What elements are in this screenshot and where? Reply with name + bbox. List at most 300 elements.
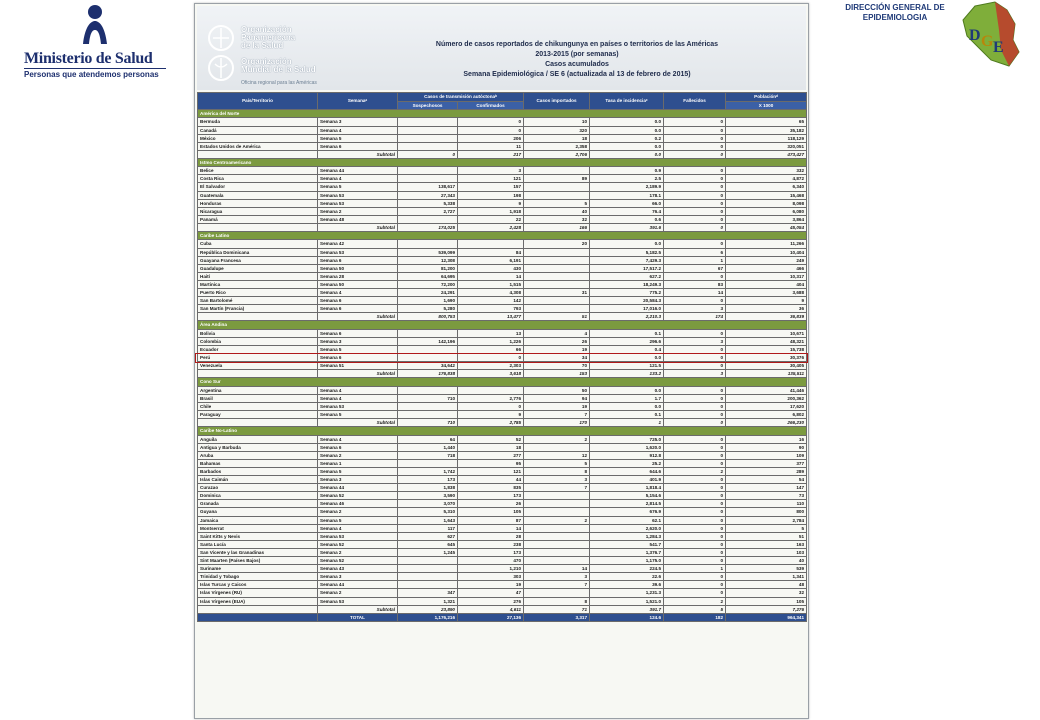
deaths-cell: 83 (664, 280, 726, 288)
imported-cell: 153 (524, 370, 590, 378)
incidence-cell: 178.1 (590, 191, 664, 199)
country-cell: San Vicente y las Granadinas (198, 548, 318, 556)
imported-cell (524, 248, 590, 256)
imported-cell: 7 (524, 581, 590, 589)
suspected-cell: 142,196 (398, 337, 458, 345)
imported-cell: 51 (524, 313, 590, 321)
table-row (198, 264, 807, 272)
deaths-cell: 0 (664, 524, 726, 532)
suspected-cell: 5,280 (398, 305, 458, 313)
table-row (198, 337, 807, 345)
confirmed-cell: 0 (458, 118, 524, 126)
incidence-cell: 66.0 (590, 199, 664, 207)
empty-cell (198, 370, 318, 378)
suspected-cell (398, 126, 458, 134)
week-cell: Semana 6 (318, 354, 398, 362)
suspected-cell: 718 (398, 451, 458, 459)
population-cell: 54 (726, 476, 807, 484)
country-cell: Guayana Francesa (198, 256, 318, 264)
incidence-cell: 401.9 (590, 476, 664, 484)
imported-cell: 94 (524, 394, 590, 402)
imported-cell (524, 256, 590, 264)
report-title-line: Número de casos reportados de chikungunya en países o territorios de las Américas (435, 41, 719, 48)
suspected-cell: 3,070 (398, 500, 458, 508)
week-cell: Semana 52 (318, 492, 398, 500)
country-cell: Guyana (198, 508, 318, 516)
confirmed-cell: 470 (458, 557, 524, 565)
population-cell: 135,511 (726, 370, 807, 378)
country-cell: Guatemala (198, 191, 318, 199)
country-cell: Puerto Rico (198, 289, 318, 297)
week-cell: Semana 4 (318, 394, 398, 402)
population-cell: 40 (726, 557, 807, 565)
suspected-cell: 72,200 (398, 280, 458, 288)
country-cell: Bolivia (198, 329, 318, 337)
country-cell: Nicaragua (198, 207, 318, 215)
population-cell: 200,362 (726, 394, 807, 402)
table-row (198, 394, 807, 402)
week-cell: Semana 6 (318, 297, 398, 305)
suspected-cell (398, 459, 458, 467)
country-cell: Canadá (198, 126, 318, 134)
confirmed-cell: 19 (458, 581, 524, 589)
week-cell: Semana 53 (318, 191, 398, 199)
confirmed-cell: 142 (458, 297, 524, 305)
suspected-cell: 1,440 (398, 443, 458, 451)
incidence-cell: 2.5 (590, 175, 664, 183)
deaths-cell: 0 (664, 386, 726, 394)
incidence-cell: 2,814.5 (590, 500, 664, 508)
region-header-row (198, 232, 807, 240)
empty-cell (198, 313, 318, 321)
country-cell: San Bartolomé (198, 297, 318, 305)
week-cell: Semana 50 (318, 264, 398, 272)
population-cell: 5 (726, 524, 807, 532)
incidence-cell: 1 (590, 419, 664, 427)
incidence-cell: 0.1 (590, 329, 664, 337)
week-cell: Semana 50 (318, 280, 398, 288)
week-cell: Semana 3 (318, 476, 398, 484)
empty-cell (198, 419, 318, 427)
table-row (198, 443, 807, 451)
col-header-suspected: Sospechosos (398, 102, 458, 110)
incidence-cell: 133.2 (590, 370, 664, 378)
population-cell: 110 (726, 500, 807, 508)
country-cell: Costa Rica (198, 175, 318, 183)
empty-cell (198, 605, 318, 613)
week-cell: Semana 51 (318, 362, 398, 370)
population-cell: 48 (726, 581, 807, 589)
deaths-cell: 0 (664, 345, 726, 353)
imported-cell: 3 (524, 573, 590, 581)
population-cell: 36 (726, 305, 807, 313)
suspected-cell (398, 573, 458, 581)
imported-cell: 19 (524, 402, 590, 410)
week-cell: Semana 53 (318, 248, 398, 256)
week-cell: Semana 5 (318, 411, 398, 419)
deaths-cell: 0 (664, 548, 726, 556)
confirmed-cell: 11 (458, 142, 524, 150)
cases-table-body (198, 110, 807, 622)
incidence-cell: 5,182.5 (590, 248, 664, 256)
paho-emblem-icon (207, 24, 235, 52)
incidence-cell: 0.2 (590, 134, 664, 142)
deaths-cell: 0 (664, 223, 726, 231)
suspected-cell: 5,310 (398, 508, 458, 516)
table-row (198, 476, 807, 484)
report-title (377, 40, 777, 80)
deaths-cell: 2 (664, 597, 726, 605)
table-row (198, 199, 807, 207)
country-cell: Martinica (198, 280, 318, 288)
confirmed-cell: 2,776 (458, 394, 524, 402)
imported-cell: 7 (524, 484, 590, 492)
suspected-cell (398, 134, 458, 142)
imported-cell: 26 (524, 337, 590, 345)
imported-cell: 18 (524, 134, 590, 142)
region-header-row (198, 110, 807, 118)
confirmed-cell: 1,210 (458, 565, 524, 573)
region-name: Istmo Centroamericano (198, 158, 807, 166)
confirmed-cell: 276 (458, 597, 524, 605)
table-row (198, 508, 807, 516)
deaths-cell: 0 (664, 329, 726, 337)
deaths-cell: 0 (664, 435, 726, 443)
suspected-cell: 0 (398, 150, 458, 158)
population-cell: 8,098 (726, 199, 807, 207)
deaths-cell: 0 (664, 394, 726, 402)
col-header-population: Poblaciónᵈ (726, 93, 807, 102)
confirmed-cell: 0 (458, 402, 524, 410)
population-cell: 800 (726, 508, 807, 516)
deaths-cell: 0 (664, 589, 726, 597)
country-cell: Honduras (198, 199, 318, 207)
week-cell: Semana 6 (318, 329, 398, 337)
population-cell: 473,427 (726, 150, 807, 158)
col-header-incidence: Tasa de incidenciaᶜ (590, 93, 664, 110)
imported-cell: 14 (524, 565, 590, 573)
country-cell: Haití (198, 272, 318, 280)
suspected-cell: 24,291 (398, 289, 458, 297)
population-cell: 32 (726, 589, 807, 597)
suspected-cell: 627 (398, 532, 458, 540)
confirmed-cell (458, 386, 524, 394)
dge-peru-map-logo (955, 0, 1025, 70)
country-cell: Islas Vírgenes (EUA) (198, 597, 318, 605)
country-cell: Chile (198, 402, 318, 410)
table-row (198, 459, 807, 467)
table-row (198, 134, 807, 142)
suspected-cell: 539,099 (398, 248, 458, 256)
table-row (198, 548, 807, 556)
subtotal-label: Subtotal (318, 223, 398, 231)
population-cell: 41,446 (726, 386, 807, 394)
confirmed-cell: 303 (458, 573, 524, 581)
population-cell: 10,671 (726, 329, 807, 337)
incidence-cell: 0.0 (590, 354, 664, 362)
deaths-cell: 0 (664, 476, 726, 484)
deaths-cell: 0 (664, 516, 726, 524)
table-row (198, 118, 807, 126)
suspected-cell (398, 565, 458, 573)
week-cell: Semana 53 (318, 532, 398, 540)
deaths-cell: 0 (664, 362, 726, 370)
week-cell: Semana 52 (318, 557, 398, 565)
col-header-deaths: Fallecidos (664, 93, 726, 110)
incidence-cell: 1,521.0 (590, 597, 664, 605)
imported-cell: 170 (524, 419, 590, 427)
week-cell: Semana 52 (318, 540, 398, 548)
confirmed-cell: 87 (458, 516, 524, 524)
week-cell: Semana 2 (318, 508, 398, 516)
population-cell: 45,054 (726, 223, 807, 231)
confirmed-cell: 95 (458, 459, 524, 467)
suspected-cell: 81,200 (398, 264, 458, 272)
table-row (198, 597, 807, 605)
deaths-cell: 0 (664, 411, 726, 419)
population-cell: 404 (726, 280, 807, 288)
incidence-cell: 121.5 (590, 362, 664, 370)
week-cell: Semana 5 (318, 134, 398, 142)
suspected-cell: 5,338 (398, 199, 458, 207)
suspected-cell (398, 354, 458, 362)
week-cell: Semana 2 (318, 548, 398, 556)
incidence-cell: 1,376.7 (590, 548, 664, 556)
week-cell: Semana 53 (318, 597, 398, 605)
table-row-highlighted (198, 354, 807, 362)
incidence-cell: 0.4 (590, 345, 664, 353)
incidence-cell: 912.8 (590, 451, 664, 459)
subtotal-label: Subtotal (318, 150, 398, 158)
week-cell: Semana 44 (318, 167, 398, 175)
confirmed-cell: 3 (458, 167, 524, 175)
country-cell: Santa Lucía (198, 540, 318, 548)
confirmed-cell: 173 (458, 548, 524, 556)
population-cell: 4,872 (726, 175, 807, 183)
suspected-cell: 12,308 (398, 256, 458, 264)
week-cell: Semana 42 (318, 240, 398, 248)
imported-cell: 50 (524, 386, 590, 394)
suspected-cell (398, 175, 458, 183)
report-title-line: 2013-2015 (por semanas) (535, 51, 619, 58)
deaths-cell: 0 (664, 492, 726, 500)
incidence-cell: 17,016.0 (590, 305, 664, 313)
population-cell: 30,405 (726, 362, 807, 370)
week-cell: Semana 2 (318, 589, 398, 597)
imported-cell (524, 191, 590, 199)
imported-cell: 19 (524, 345, 590, 353)
population-cell: 377 (726, 459, 807, 467)
country-cell: Islas Caimán (198, 476, 318, 484)
imported-cell: 5 (524, 199, 590, 207)
deaths-cell: 182 (664, 613, 726, 621)
population-cell: 1,341 (726, 573, 807, 581)
deaths-cell: 0 (664, 142, 726, 150)
imported-cell (524, 508, 590, 516)
suspected-cell: 34,642 (398, 362, 458, 370)
region-header-row (198, 158, 807, 166)
report-title-line: Semana Epidemiológica / SE 6 (actualizada al 13 de febrero de 2015) (463, 71, 691, 78)
table-row (198, 524, 807, 532)
imported-cell: 3 (524, 476, 590, 484)
week-cell: Semana 28 (318, 272, 398, 280)
incidence-cell: 1,620.0 (590, 443, 664, 451)
population-cell: 3,864 (726, 215, 807, 223)
country-cell: Cuba (198, 240, 318, 248)
suspected-cell (398, 215, 458, 223)
population-cell: 90 (726, 443, 807, 451)
incidence-cell: 0.0 (590, 126, 664, 134)
table-row (198, 297, 807, 305)
country-cell: México (198, 134, 318, 142)
incidence-cell: 2,189.9 (590, 183, 664, 191)
deaths-cell: 174 (664, 313, 726, 321)
country-cell: Anguila (198, 435, 318, 443)
confirmed-cell: 2,303 (458, 362, 524, 370)
table-row (198, 540, 807, 548)
incidence-cell: 0.0 (590, 386, 664, 394)
deaths-cell: 3 (664, 305, 726, 313)
population-cell: 10,317 (726, 272, 807, 280)
country-cell: Suriname (198, 565, 318, 573)
population-cell: 11,266 (726, 240, 807, 248)
deaths-cell: 0 (664, 118, 726, 126)
incidence-cell: 296.6 (590, 337, 664, 345)
confirmed-cell: 13,477 (458, 313, 524, 321)
confirmed-cell: 13 (458, 329, 524, 337)
week-cell: Semana 2 (318, 451, 398, 459)
table-row (198, 532, 807, 540)
confirmed-cell: 1,515 (458, 280, 524, 288)
imported-cell (524, 589, 590, 597)
imported-cell: 20 (524, 240, 590, 248)
week-cell: Semana 5 (318, 183, 398, 191)
subtotal-row (198, 370, 807, 378)
deaths-cell: 6 (664, 248, 726, 256)
empty-cell (198, 223, 318, 231)
imported-cell (524, 305, 590, 313)
confirmed-cell: 47 (458, 589, 524, 597)
confirmed-cell: 4,308 (458, 289, 524, 297)
table-row (198, 516, 807, 524)
imported-cell (524, 167, 590, 175)
population-cell: 163 (726, 540, 807, 548)
country-cell: Bahamas (198, 459, 318, 467)
incidence-cell: 644.6 (590, 468, 664, 476)
country-cell: El Salvador (198, 183, 318, 191)
country-cell: Aruba (198, 451, 318, 459)
confirmed-cell: 22 (458, 215, 524, 223)
incidence-cell: 775.2 (590, 289, 664, 297)
suspected-cell (398, 411, 458, 419)
incidence-cell: 2,210.3 (590, 313, 664, 321)
incidence-cell: 2,620.0 (590, 524, 664, 532)
confirmed-cell: 0 (458, 354, 524, 362)
region-header-row (198, 321, 807, 329)
deaths-cell: 1 (664, 565, 726, 573)
population-cell: 51 (726, 532, 807, 540)
incidence-cell: 627.2 (590, 272, 664, 280)
deaths-cell: 0 (664, 419, 726, 427)
suspected-cell: 176,838 (398, 370, 458, 378)
confirmed-cell: 217 (458, 150, 524, 158)
confirmed-cell: 6,191 (458, 256, 524, 264)
incidence-cell: 25.2 (590, 459, 664, 467)
deaths-cell: 0 (664, 215, 726, 223)
incidence-cell: 391.6 (590, 223, 664, 231)
population-cell: 249 (726, 256, 807, 264)
confirmed-cell: 2,428 (458, 223, 524, 231)
week-cell: Semana 3 (318, 573, 398, 581)
confirmed-cell (458, 240, 524, 248)
confirmed-cell: 173 (458, 492, 524, 500)
suspected-cell: 117 (398, 524, 458, 532)
country-cell: Venezuela (198, 362, 318, 370)
suspected-cell (398, 240, 458, 248)
region-name: Área Andina (198, 321, 807, 329)
ministerio-de-salud-logo (20, 4, 170, 84)
country-cell: Panamá (198, 215, 318, 223)
country-cell: Jamaica (198, 516, 318, 524)
imported-cell: 4 (524, 329, 590, 337)
dge-logo-letter-d: D (969, 27, 981, 44)
country-cell: Perú (198, 354, 318, 362)
confirmed-cell: 4,611 (458, 605, 524, 613)
deaths-cell: 0 (664, 134, 726, 142)
table-row (198, 248, 807, 256)
incidence-cell: 18,249.3 (590, 280, 664, 288)
table-row (198, 256, 807, 264)
imported-cell (524, 280, 590, 288)
imported-cell: 3,317 (524, 613, 590, 621)
deaths-cell: 0 (664, 354, 726, 362)
region-name: Caribe No-Latino (198, 427, 807, 435)
table-row (198, 589, 807, 597)
population-cell: 65 (726, 118, 807, 126)
population-cell: 109 (726, 451, 807, 459)
logo-divider (24, 68, 166, 69)
confirmed-cell: 430 (458, 264, 524, 272)
deaths-cell: 0 (664, 207, 726, 215)
population-cell: 118,129 (726, 134, 807, 142)
incidence-cell: 39.6 (590, 581, 664, 589)
confirmed-cell: 26 (458, 500, 524, 508)
week-cell: Semana 43 (318, 565, 398, 573)
incidence-cell: 0.0 (590, 150, 664, 158)
country-cell: Barbados (198, 468, 318, 476)
incidence-cell: 124.6 (590, 613, 664, 621)
population-cell: 147 (726, 484, 807, 492)
subtotal-row (198, 150, 807, 158)
week-cell: Semana 44 (318, 484, 398, 492)
population-cell: 17,620 (726, 402, 807, 410)
table-row (198, 215, 807, 223)
population-cell: 6,340 (726, 183, 807, 191)
cases-table (197, 92, 806, 622)
week-cell: Semana 6 (318, 305, 398, 313)
table-row (198, 289, 807, 297)
week-cell: Semana 6 (318, 142, 398, 150)
country-cell: Argentina (198, 386, 318, 394)
confirmed-cell: 793 (458, 305, 524, 313)
country-cell: San Martín (Francia) (198, 305, 318, 313)
deaths-cell: 0 (664, 191, 726, 199)
deaths-cell: 14 (664, 289, 726, 297)
imported-cell: 34 (524, 354, 590, 362)
table-row (198, 191, 807, 199)
ministry-tagline: Personas que atendemos personas (24, 70, 159, 79)
population-cell: 320,051 (726, 142, 807, 150)
